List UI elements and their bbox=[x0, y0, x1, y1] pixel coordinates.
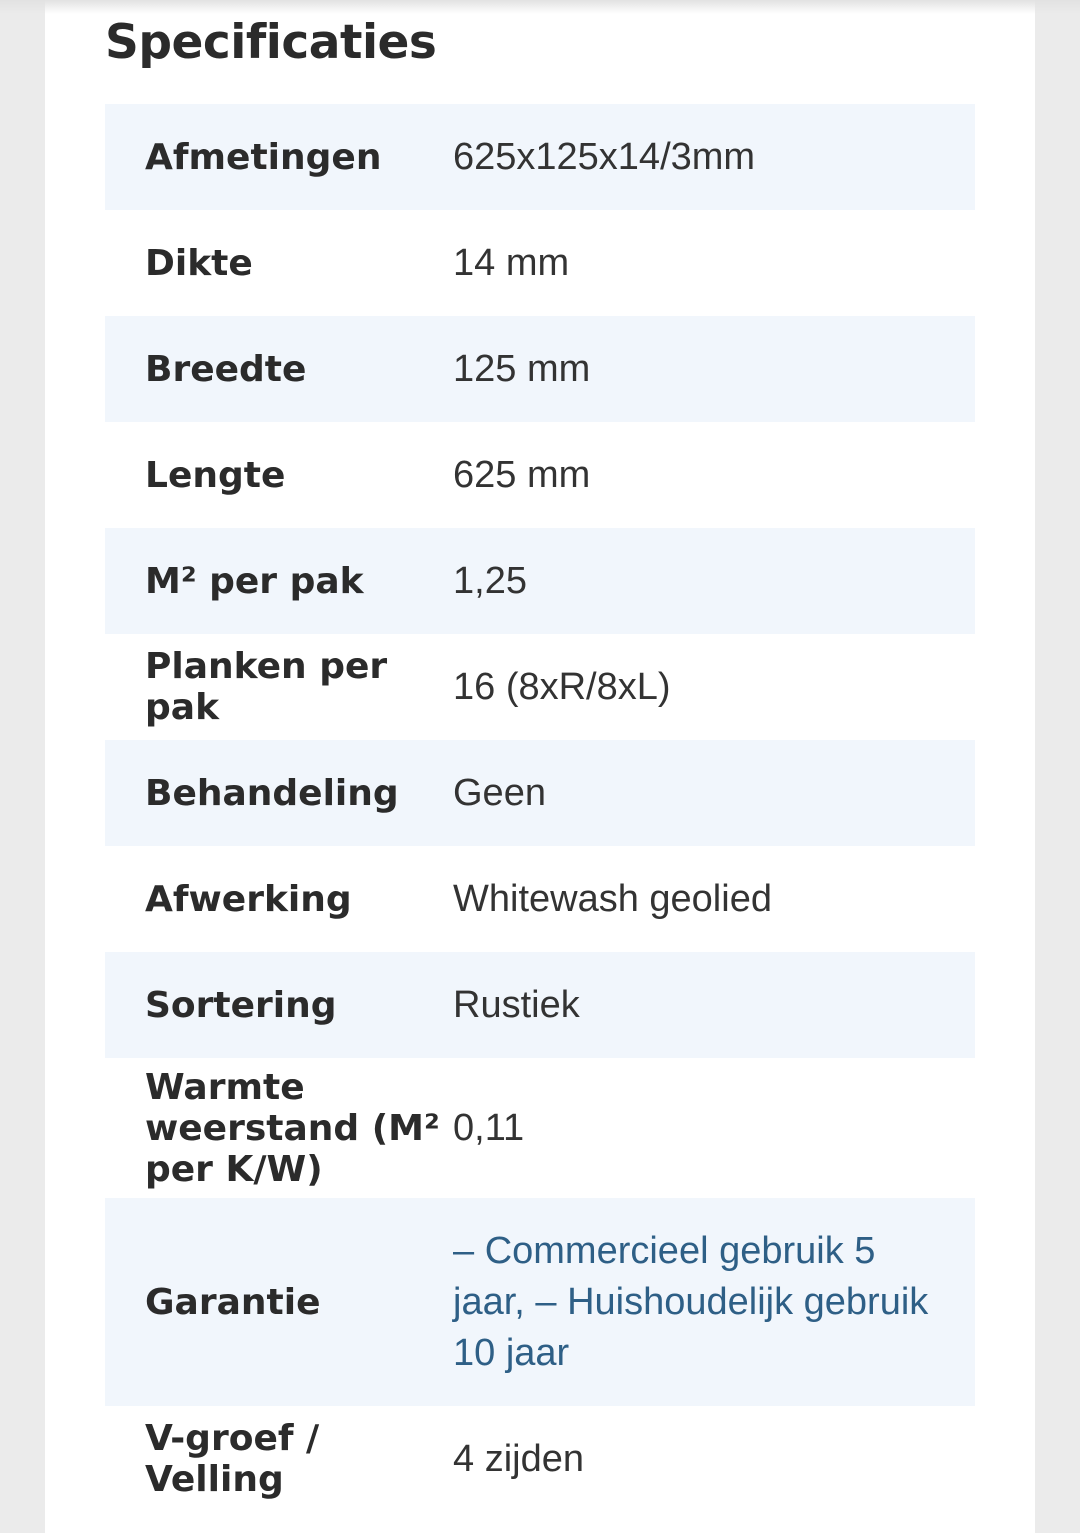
spec-label: Sortering bbox=[145, 984, 337, 1026]
specifications-card bbox=[45, 0, 1035, 1533]
specifications-table bbox=[105, 104, 975, 1512]
spec-label: Garantie bbox=[145, 1281, 321, 1323]
spec-row-v-groef bbox=[105, 1406, 975, 1512]
spec-value: 625 mm bbox=[453, 453, 591, 496]
spec-row-m2-per-pak bbox=[105, 528, 975, 634]
spec-value: 1,25 bbox=[453, 559, 527, 602]
spec-value: 125 mm bbox=[453, 347, 591, 390]
spec-label: Warmte weerstand (M² per K/W) bbox=[145, 1066, 440, 1190]
spec-label: Afmetingen bbox=[145, 136, 382, 178]
spec-row-afmetingen bbox=[105, 104, 975, 210]
section-title: Specificaties bbox=[105, 15, 437, 70]
spec-value: Geen bbox=[453, 771, 546, 814]
spec-row-garantie bbox=[105, 1198, 975, 1406]
spec-row-dikte bbox=[105, 210, 975, 316]
spec-row-lengte bbox=[105, 422, 975, 528]
spec-label: Behandeling bbox=[145, 772, 399, 814]
spec-label: Dikte bbox=[145, 242, 253, 284]
spec-row-planken-per-pak bbox=[105, 634, 975, 740]
spec-label: M² per pak bbox=[145, 560, 364, 602]
spec-value: Rustiek bbox=[453, 983, 580, 1026]
spec-value: 16 (8xR/8xL) bbox=[453, 665, 671, 708]
spec-value: 4 zijden bbox=[453, 1437, 584, 1480]
spec-label: Planken per pak bbox=[145, 646, 388, 728]
spec-row-warmte-weerstand bbox=[105, 1058, 975, 1198]
spec-label: Afwerking bbox=[145, 878, 352, 920]
spec-row-breedte bbox=[105, 316, 975, 422]
spec-value: 14 mm bbox=[453, 241, 570, 284]
garantie-link[interactable]: – Commercieel gebruik 5 jaar, – Huishoudelijk gebruik 10 jaar bbox=[453, 1229, 929, 1374]
spec-label: Lengte bbox=[145, 454, 286, 496]
spec-row-behandeling bbox=[105, 740, 975, 846]
spec-row-afwerking bbox=[105, 846, 975, 952]
spec-label: V-groef / Velling bbox=[145, 1418, 320, 1500]
spec-value: Whitewash geolied bbox=[453, 877, 772, 920]
spec-label: Breedte bbox=[145, 348, 307, 390]
spec-value: 625x125x14/3mm bbox=[453, 135, 756, 178]
spec-row-sortering bbox=[105, 952, 975, 1058]
spec-value: 0,11 bbox=[453, 1106, 525, 1149]
